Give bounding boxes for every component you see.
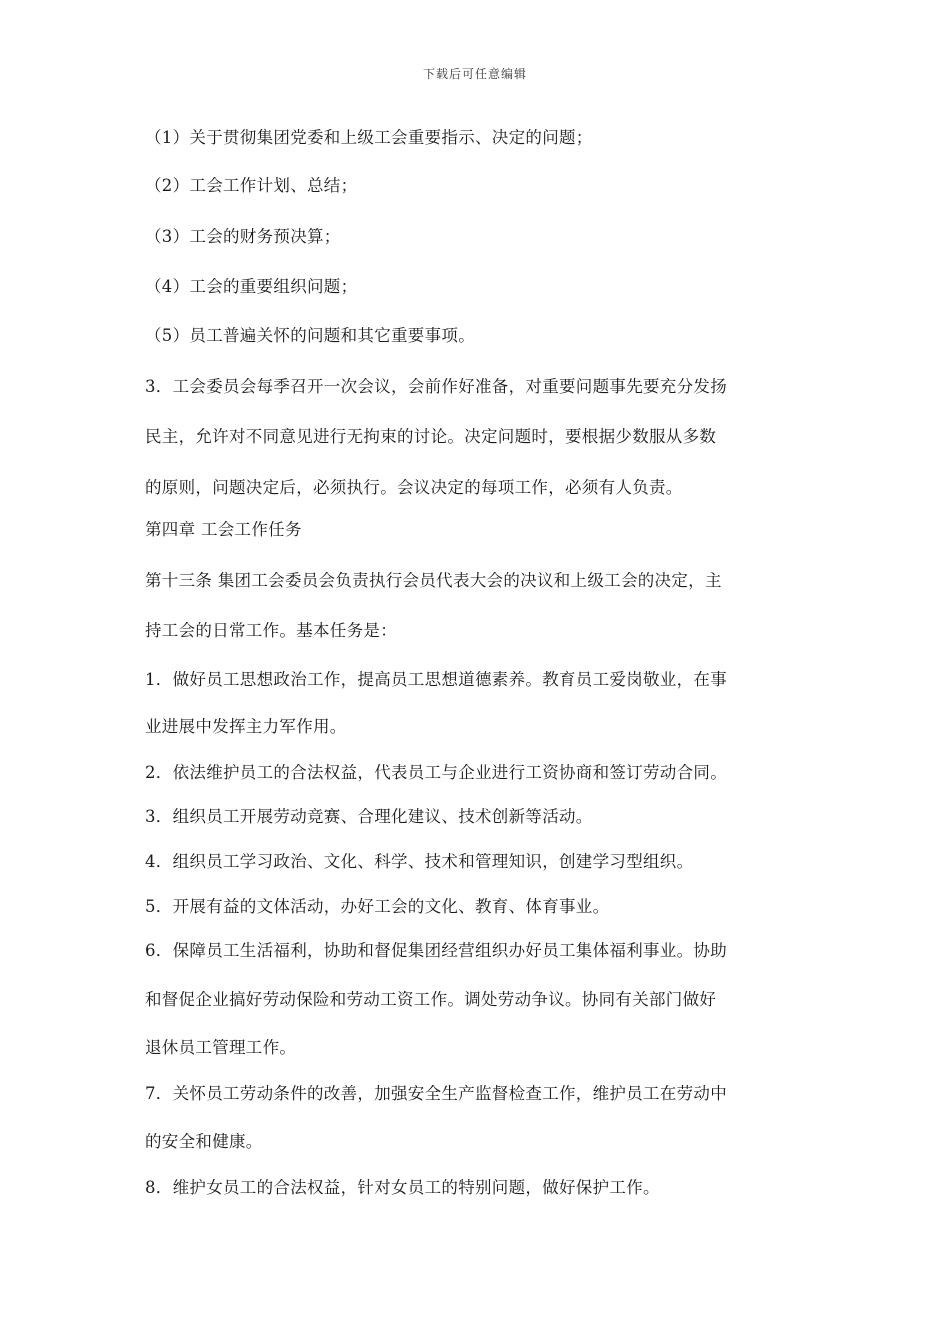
task-item-line: 7．关怀员工劳动条件的改善，加强安全生产监督检查工作，维护员工在劳动中: [145, 1084, 727, 1103]
task-item-line: 业进展中发挥主力军作用。: [145, 717, 347, 736]
task-item-line: 8．维护女员工的合法权益，针对女员工的特别问题，做好保护工作。: [145, 1178, 660, 1197]
task-item-line: 4．组织员工学习政治、文化、科学、技术和管理知识，创建学习型组织。: [145, 852, 694, 871]
task-item-line: 和督促企业搞好劳动保险和劳动工资工作。调处劳动争议。协同有关部门做好: [145, 990, 717, 1009]
chapter-heading: 第四章 工会工作任务: [145, 520, 302, 539]
task-item-line: 的安全和健康。: [145, 1132, 263, 1151]
article-line: 第十三条 集团工会委员会负责执行会员代表大会的决议和上级工会的决定，主: [145, 571, 722, 590]
task-item-line: 1．做好员工思想政治工作，提高员工思想道德素养。教育员工爱岗敬业，在事: [145, 670, 727, 689]
list-item-1: （1）关于贯彻集团党委和上级工会重要指示、决定的问题；: [145, 128, 593, 147]
list-item-3: （3）工会的财务预决算；: [145, 227, 341, 246]
list-item-4: （4）工会的重要组织问题；: [145, 277, 358, 296]
page-header-note: 下载后可任意编辑: [422, 67, 527, 81]
task-item-line: 退休员工管理工作。: [145, 1038, 297, 1057]
list-item-2: （2）工会工作计划、总结；: [145, 176, 358, 195]
task-item-line: 3．组织员工开展劳动竞赛、合理化建议、技术创新等活动。: [145, 807, 593, 826]
paragraph-line: 民主，允许对不同意见进行无拘束的讨论。决定问题时，要根据少数服从多数: [145, 427, 717, 446]
task-item-line: 2．依法维护员工的合法权益，代表员工与企业进行工资协商和签订劳动合同。: [145, 763, 727, 782]
paragraph-line: 3．工会委员会每季召开一次会议，会前作好准备，对重要问题事先要充分发扬: [145, 377, 727, 396]
task-item-line: 6．保障员工生活福利，协助和督促集团经营组织办好员工集体福利事业。协助: [145, 941, 727, 960]
paragraph-line: 的原则，问题决定后，必须执行。会议决定的每项工作，必须有人负责。: [145, 478, 683, 497]
task-item-line: 5．开展有益的文体活动，办好工会的文化、教育、体育事业。: [145, 897, 610, 916]
article-line: 持工会的日常工作。基本任务是：: [145, 621, 397, 640]
list-item-5: （5）员工普遍关怀的问题和其它重要事项。: [145, 326, 475, 345]
